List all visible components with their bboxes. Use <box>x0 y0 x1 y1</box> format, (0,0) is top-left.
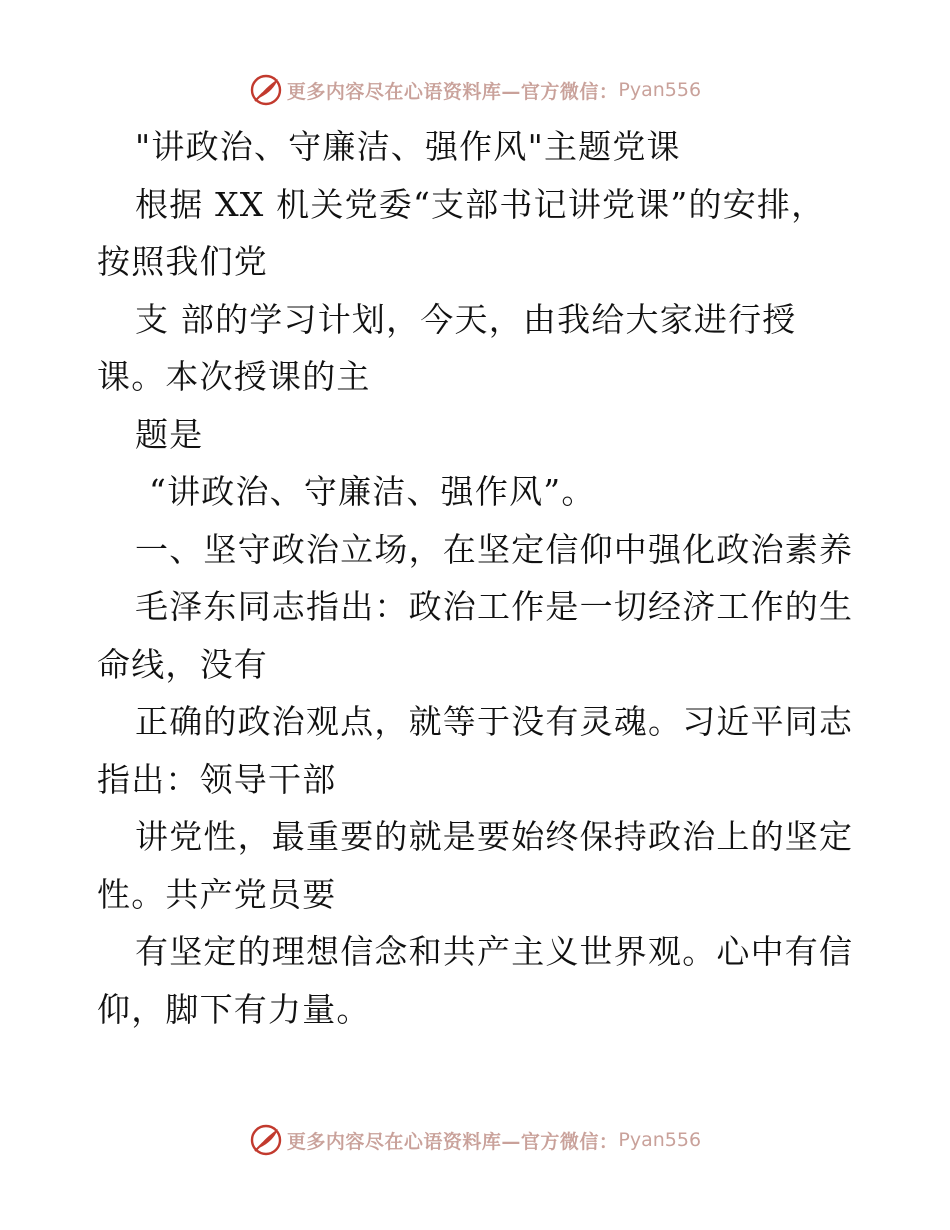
feather-pen-logo-icon <box>249 73 283 107</box>
paragraph-line: 指出：领导干部 <box>97 759 337 799</box>
banner-wechat-id: Pyan556 <box>618 1129 702 1151</box>
footer-watermark-banner <box>0 1120 950 1160</box>
paragraph-line: 仰，脚下有力量。 <box>97 989 371 1029</box>
header-watermark-banner <box>0 70 950 110</box>
paragraph-line: 讲党性，最重要的就是要始终保持政治上的坚定 <box>135 817 854 856</box>
paragraph-line: 命线，没有 <box>97 644 268 684</box>
paragraph-line: 支 部的学习计划，今天，由我给大家进行授 <box>135 299 797 339</box>
paragraph-line: “讲政治、守廉洁、强作风”。 <box>149 472 596 511</box>
paragraph-line: 课。本次授课的主 <box>97 357 371 396</box>
paragraph-line: 有坚定的理想信念和共产主义世界观。心中有信 <box>135 932 854 971</box>
banner-text: 更多内容尽在心语资料库—官方微信： <box>286 1130 619 1153</box>
paragraph-line: 根据 XX 机关党委“支部书记讲党课”的安排， <box>135 184 826 224</box>
paragraph-line: 按照我们党 <box>97 242 268 281</box>
document-title: "讲政治、守廉洁、强作风"主题党课 <box>135 127 681 166</box>
paragraph-line: 性。共产党员要 <box>97 874 337 914</box>
paragraph-line: 题是 <box>135 414 204 454</box>
paragraph-line: 正确的政治观点，就等于没有灵魂。习近平同志 <box>135 702 854 741</box>
document-body <box>97 118 857 1038</box>
feather-pen-logo-icon <box>249 1123 283 1157</box>
banner-text: 更多内容尽在心语资料库—官方微信： <box>286 80 619 103</box>
banner-wechat-id: Pyan556 <box>618 79 702 101</box>
paragraph-line: 毛泽东同志指出：政治工作是一切经济工作的生 <box>135 587 854 626</box>
section-heading: 一、坚守政治立场，在坚定信仰中强化政治素养 <box>135 529 854 569</box>
